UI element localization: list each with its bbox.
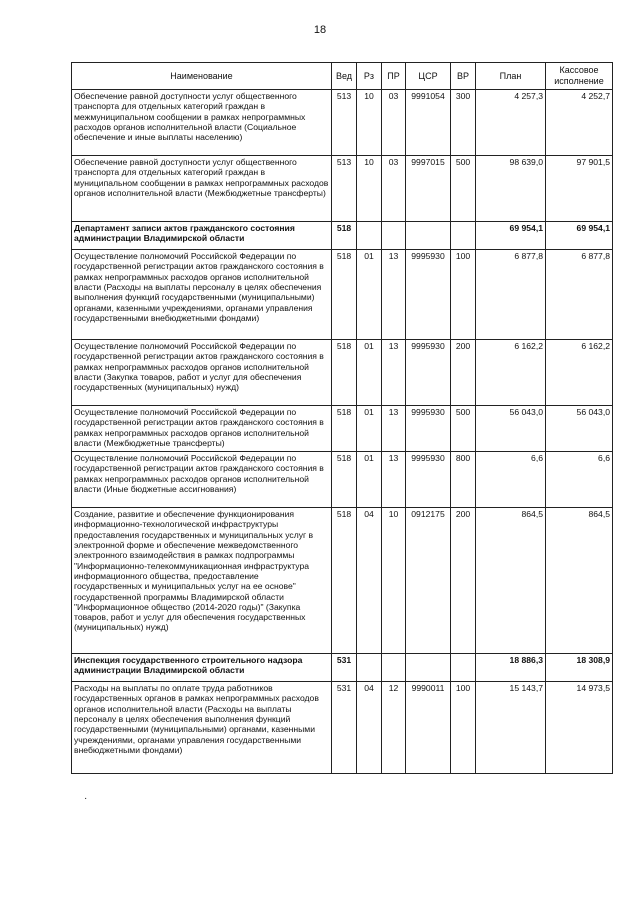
row-name: Обеспечение равной доступности услуг общественного транспорта для отдельных категорий граждан в муниципальном сообщении в рамках непрограммных расходов органов исполнительной власти (Межбюджетные трансферты) xyxy=(72,156,332,222)
row-ved: 531 xyxy=(332,682,357,774)
row-name: Осуществление полномочий Российской Федерации по государственной регистрации актов гражданского состояния в рамках непрограммных расходов органов исполнительной власти (Закупка товаров, работ и услуг для обеспечения государственных (муниципальных) нужд) xyxy=(72,340,332,406)
row-name: Инспекция государственного строительного надзора администрации Владимирской области xyxy=(72,654,332,682)
row-csr: 9995930 xyxy=(406,340,451,406)
row-rz: 10 xyxy=(357,156,382,222)
row-vr xyxy=(451,654,476,682)
row-pr: 13 xyxy=(382,406,406,452)
row-pr: 13 xyxy=(382,340,406,406)
table-header-row xyxy=(72,63,613,90)
row-csr: 0912175 xyxy=(406,508,451,654)
row-ved: 513 xyxy=(332,90,357,156)
row-exec: 69 954,1 xyxy=(546,222,613,250)
row-ved: 518 xyxy=(332,222,357,250)
table-row xyxy=(72,508,613,654)
row-plan: 6,6 xyxy=(476,452,546,508)
row-rz: 04 xyxy=(357,682,382,774)
row-vr: 100 xyxy=(451,682,476,774)
row-csr: 9991054 xyxy=(406,90,451,156)
row-rz xyxy=(357,654,382,682)
row-ved: 531 xyxy=(332,654,357,682)
header-pr: ПР xyxy=(382,63,406,90)
row-pr xyxy=(382,222,406,250)
row-plan: 98 639,0 xyxy=(476,156,546,222)
row-ved: 518 xyxy=(332,406,357,452)
row-csr: 9997015 xyxy=(406,156,451,222)
row-ved: 518 xyxy=(332,508,357,654)
row-ved: 513 xyxy=(332,156,357,222)
row-rz: 01 xyxy=(357,452,382,508)
scan-speck: · xyxy=(84,793,88,804)
row-plan: 15 143,7 xyxy=(476,682,546,774)
row-pr: 10 xyxy=(382,508,406,654)
table-row xyxy=(72,250,613,340)
row-pr: 13 xyxy=(382,452,406,508)
row-ved: 518 xyxy=(332,250,357,340)
header-ved: Вед xyxy=(332,63,357,90)
row-vr: 300 xyxy=(451,90,476,156)
row-csr xyxy=(406,654,451,682)
header-exec: Кассовое исполнение xyxy=(546,63,613,90)
row-vr: 200 xyxy=(451,508,476,654)
table-row xyxy=(72,406,613,452)
row-csr: 9990011 xyxy=(406,682,451,774)
row-pr xyxy=(382,654,406,682)
row-vr: 500 xyxy=(451,156,476,222)
row-pr: 13 xyxy=(382,250,406,340)
header-csr: ЦСР xyxy=(406,63,451,90)
row-name: Осуществление полномочий Российской Федерации по государственной регистрации актов гражданского состояния в рамках непрограммных расходов органов исполнительной власти (Иные бюджетные ассигнования) xyxy=(72,452,332,508)
row-name: Обеспечение равной доступности услуг общественного транспорта для отдельных категорий граждан в межмуниципальном сообщении в рамках непрограммных расходов органов исполнительной власти (Социальное обеспечение и иные выплаты населению) xyxy=(72,90,332,156)
row-exec: 97 901,5 xyxy=(546,156,613,222)
table-row xyxy=(72,452,613,508)
row-rz xyxy=(357,222,382,250)
row-name: Расходы на выплаты по оплате труда работников государственных органов в рамках непрограммных расходов органов исполнительной власти (Расходы на выплаты персоналу в целях обеспечения выполнения функций государственными (муниципальными) органами, казенными учреждениями, органами управления государственными внебюджетными фондами) xyxy=(72,682,332,774)
row-plan: 864,5 xyxy=(476,508,546,654)
table-row xyxy=(72,156,613,222)
row-rz: 01 xyxy=(357,250,382,340)
row-rz: 10 xyxy=(357,90,382,156)
row-name: Осуществление полномочий Российской Федерации по государственной регистрации актов гражданского состояния в рамках непрограммных расходов органов исполнительной власти (Расходы на выплаты персоналу в целях обеспечения выполнения функций государственными (муниципальными) органами, казенными учреждениями, органами управления государственными внебюджетными фондами) xyxy=(72,250,332,340)
row-exec: 56 043,0 xyxy=(546,406,613,452)
page-number: 18 xyxy=(313,24,327,36)
row-vr: 500 xyxy=(451,406,476,452)
table-row xyxy=(72,222,613,250)
row-plan: 56 043,0 xyxy=(476,406,546,452)
row-rz: 04 xyxy=(357,508,382,654)
row-exec: 864,5 xyxy=(546,508,613,654)
row-pr: 03 xyxy=(382,156,406,222)
row-ved: 518 xyxy=(332,340,357,406)
row-exec: 6 877,8 xyxy=(546,250,613,340)
row-plan: 18 886,3 xyxy=(476,654,546,682)
row-csr: 9995930 xyxy=(406,452,451,508)
row-exec: 18 308,9 xyxy=(546,654,613,682)
header-plan: План xyxy=(476,63,546,90)
row-plan: 69 954,1 xyxy=(476,222,546,250)
row-rz: 01 xyxy=(357,406,382,452)
row-plan: 6 877,8 xyxy=(476,250,546,340)
row-rz: 01 xyxy=(357,340,382,406)
row-csr: 9995930 xyxy=(406,250,451,340)
budget-table xyxy=(71,62,613,774)
row-vr xyxy=(451,222,476,250)
row-plan: 6 162,2 xyxy=(476,340,546,406)
row-pr: 12 xyxy=(382,682,406,774)
row-csr: 9995930 xyxy=(406,406,451,452)
row-exec: 14 973,5 xyxy=(546,682,613,774)
table-row xyxy=(72,90,613,156)
row-exec: 6 162,2 xyxy=(546,340,613,406)
row-ved: 518 xyxy=(332,452,357,508)
table-row xyxy=(72,654,613,682)
table-row xyxy=(72,340,613,406)
table-row xyxy=(72,682,613,774)
header-name: Наименование xyxy=(72,63,332,90)
row-vr: 100 xyxy=(451,250,476,340)
row-name: Департамент записи актов гражданского состояния администрации Владимирской области xyxy=(72,222,332,250)
row-name: Осуществление полномочий Российской Федерации по государственной регистрации актов гражданского состояния в рамках непрограммных расходов органов исполнительной власти (Межбюджетные трансферты) xyxy=(72,406,332,452)
row-exec: 4 252,7 xyxy=(546,90,613,156)
header-rz: Рз xyxy=(357,63,382,90)
row-pr: 03 xyxy=(382,90,406,156)
row-exec: 6,6 xyxy=(546,452,613,508)
row-vr: 200 xyxy=(451,340,476,406)
row-plan: 4 257,3 xyxy=(476,90,546,156)
row-csr xyxy=(406,222,451,250)
row-vr: 800 xyxy=(451,452,476,508)
row-name: Создание, развитие и обеспечение функционирования информационно-технологической инфраструктуры предоставления государственных и муниципальных услуг в электронной форме и обеспечение межведомственного электронного взаимодействия в рамках подпрограммы "Информационно-телекоммуникационная инфраструктура информационного общества, предоставление государственных и муниципальных услуг на ее основе" государственной программы Владимирской области "Информационное общество (2014-2020 годы)" (Закупка товаров, работ и услуг для обеспечения государственных (муниципальных) нужд) xyxy=(72,508,332,654)
header-vr: ВР xyxy=(451,63,476,90)
